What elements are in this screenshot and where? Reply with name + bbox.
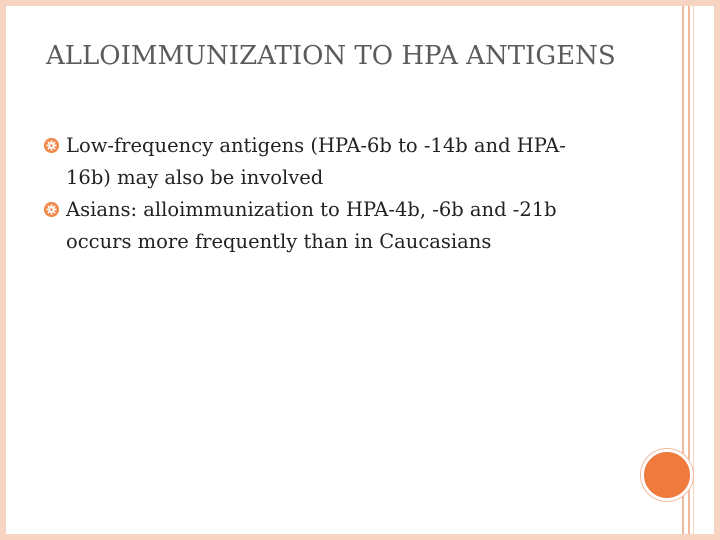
border-stripe <box>688 6 690 534</box>
gear-bullet-icon <box>44 138 59 153</box>
bullet-text: Low-frequency antigens (HPA-6b to -14b and HPA-16b) may also be involved <box>66 134 566 189</box>
bullet-text: Asians: alloimmunization to HPA-4b, -6b and -21b occurs more frequently than in Caucasians <box>66 198 557 253</box>
decorative-circle-icon <box>641 449 693 501</box>
slide-title: ALLOIMMUNIZATION TO HPA ANTIGENS <box>46 41 616 71</box>
bullet-item <box>44 130 604 194</box>
gear-bullet-icon <box>44 202 59 217</box>
border-stripe <box>693 6 694 534</box>
bullet-list <box>44 130 604 258</box>
bullet-item <box>44 194 604 258</box>
